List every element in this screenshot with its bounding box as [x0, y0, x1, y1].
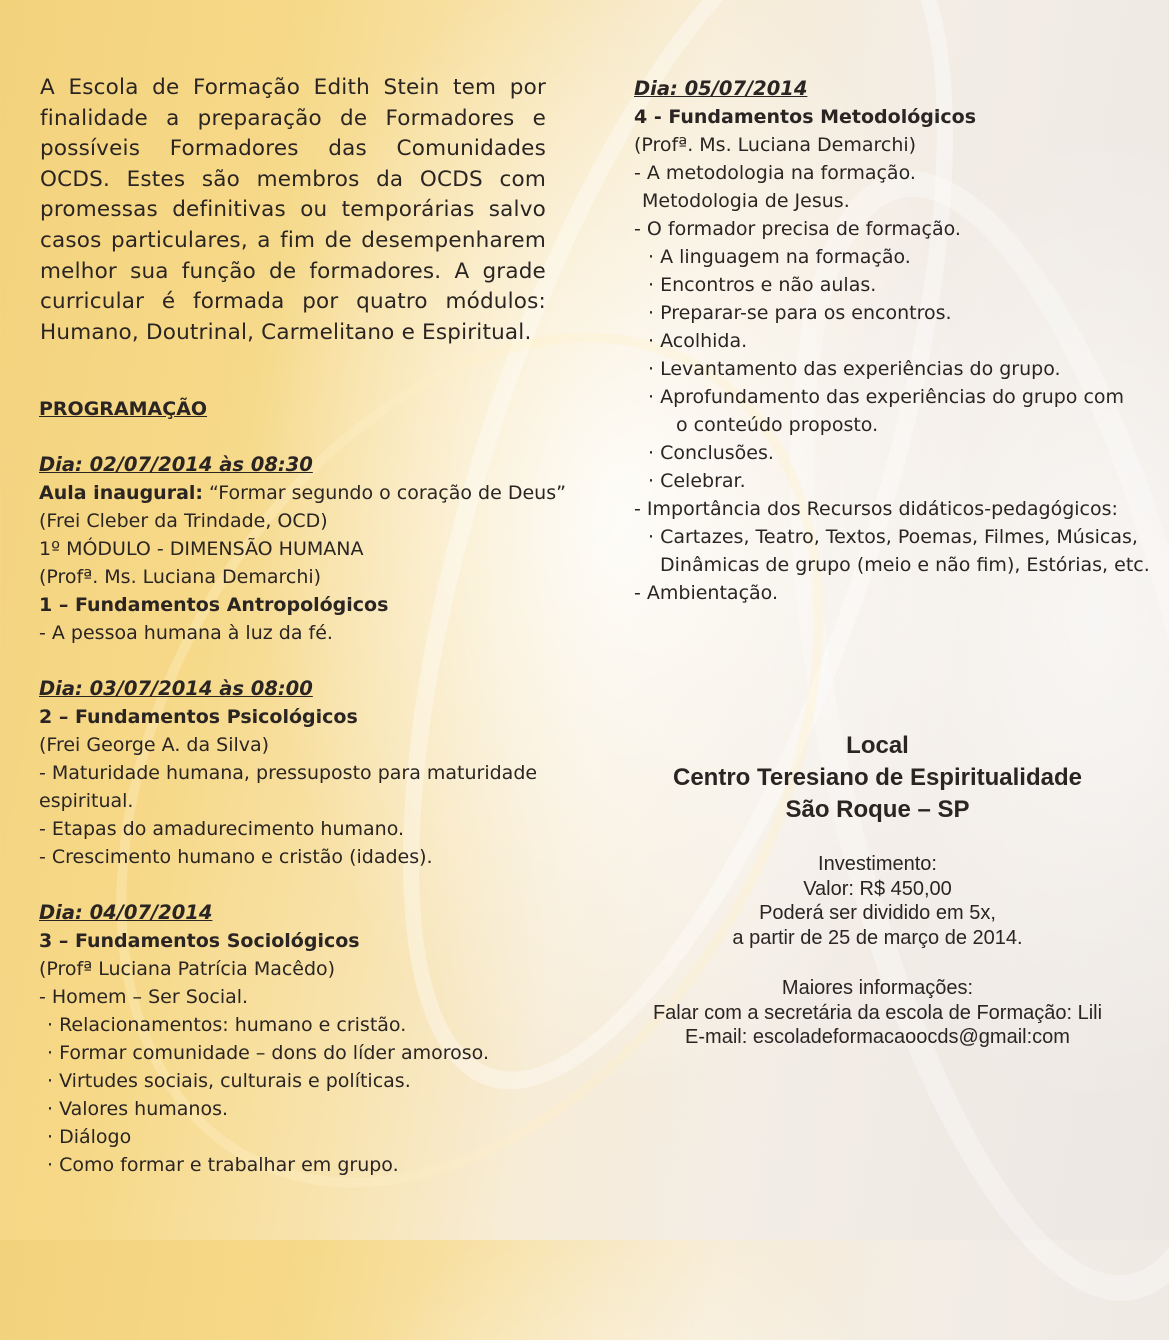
aula-label: Aula inaugural:	[39, 482, 203, 504]
day4-item: Metodologia de Jesus.	[642, 190, 850, 212]
day4-subitem: Dinâmicas de grupo (meio e não fim), Estórias, etc.	[660, 554, 1150, 576]
day4-heading: 4 - Fundamentos Metodológicos	[634, 106, 976, 128]
aula-inaugural	[39, 479, 579, 507]
day1-heading: 1 – Fundamentos Antropológicos	[39, 594, 389, 616]
local-name: Centro Teresiano de Espiritualidade	[673, 764, 1082, 791]
local-title: Local	[846, 732, 909, 759]
day1-item: - A pessoa humana à luz da fé.	[39, 622, 333, 644]
day4-section	[634, 75, 1154, 607]
day1-modulo: 1º MÓDULO - DIMENSÃO HUMANA	[39, 538, 364, 560]
contato-secretaria: Falar com a secretária da escola de Formação: Lili	[652, 1001, 1103, 1024]
investimento-label: Investimento:	[818, 853, 937, 875]
day1-section	[39, 451, 579, 647]
programacao-heading: PROGRAMAÇÃO	[39, 398, 208, 420]
parcelamento: Poderá ser dividido em 5x,	[759, 902, 996, 924]
aula-text: “Formar segundo o coração de Deus”	[203, 482, 566, 504]
day3-date: Dia: 04/07/2014	[39, 901, 213, 924]
day3-subitem: · Formar comunidade – dons do líder amoroso.	[47, 1042, 489, 1064]
day4-item: - A metodologia na formação.	[634, 162, 916, 184]
day3-heading: 3 – Fundamentos Sociológicos	[39, 930, 360, 952]
day4-subitem: · Acolhida.	[648, 330, 748, 352]
day4-subitem: · Aprofundamento das experiências do grupo com	[648, 386, 1125, 408]
day3-subitem: · Diálogo	[47, 1126, 132, 1148]
data-inicio: a partir de 25 de março de 2014.	[732, 926, 1023, 949]
day4-subitem: · Conclusões.	[648, 442, 774, 464]
left-column	[39, 395, 579, 1179]
day2-date: Dia: 03/07/2014 às 08:00	[39, 677, 313, 700]
day2-item: - Crescimento humano e cristão (idades).	[39, 846, 433, 868]
day4-item: - Ambientação.	[634, 582, 778, 604]
day2-frei: (Frei George A. da Silva)	[39, 734, 270, 756]
day3-subitem: · Virtudes sociais, culturais e políticas.	[47, 1070, 411, 1092]
day2-heading: 2 – Fundamentos Psicológicos	[39, 706, 358, 728]
right-column	[634, 75, 1154, 607]
day2-section	[39, 675, 579, 871]
day3-subitem: · Valores humanos.	[47, 1098, 229, 1120]
day4-subitem-cont: o conteúdo proposto.	[676, 414, 879, 436]
local-city: São Roque – SP	[785, 796, 970, 823]
day1-prof: (Profª. Ms. Luciana Demarchi)	[39, 566, 322, 588]
day2-item: - Etapas do amadurecimento humano.	[39, 818, 405, 840]
day4-subitem: · Preparar-se para os encontros.	[648, 302, 952, 324]
day4-item: - Importância dos Recursos didáticos-pedagógicos:	[634, 498, 1118, 520]
maiores-informacoes: Maiores informações:	[781, 977, 974, 999]
day3-subitem: · Relacionamentos: humano e cristão.	[47, 1014, 407, 1036]
day3-subitem: · Como formar e trabalhar em grupo.	[47, 1154, 399, 1176]
day4-prof: (Profª. Ms. Luciana Demarchi)	[634, 134, 917, 156]
local-info	[590, 730, 1165, 1050]
day3-item: - Homem – Ser Social.	[39, 986, 249, 1008]
day4-subitem: · Cartazes, Teatro, Textos, Poemas, Filmes, Músicas,	[648, 526, 1138, 548]
day2-item: espiritual.	[39, 790, 134, 812]
day3-prof: (Profª Luciana Patrícia Macêdo)	[39, 958, 336, 980]
day4-subitem: · Levantamento das experiências do grupo.	[648, 358, 1061, 380]
day2-item: - Maturidade humana, pressuposto para maturidade	[39, 762, 538, 784]
day4-subitem: · A linguagem na formação.	[648, 246, 911, 268]
intro-paragraph: A Escola de Formação Edith Stein tem por finalidade a preparação de Formadores e possíveis Formadores das Comunidades OCDS. Estes são membros da OCDS com promessas definitivas ou temporárias salvo casos particulares, a fim de desempenharem melhor sua função de formadores. A grade curricular é formada por quatro módulos: Humano, Doutrinal, Carmelitano e Espiritual.	[40, 75, 546, 345]
day1-frei: (Frei Cleber da Trindade, OCD)	[39, 510, 328, 532]
day4-subitem: · Celebrar.	[648, 470, 746, 492]
valor: Valor: R$ 450,00	[803, 877, 952, 900]
email-contato: E-mail: escoladeformacaoocds@gmail:com	[685, 1026, 1070, 1048]
day4-date: Dia: 05/07/2014	[634, 77, 808, 100]
day4-subitem: · Encontros e não aulas.	[648, 274, 877, 296]
day3-section	[39, 899, 579, 1179]
day1-date: Dia: 02/07/2014 às 08:30	[39, 453, 313, 476]
day4-item: - O formador precisa de formação.	[634, 218, 961, 240]
